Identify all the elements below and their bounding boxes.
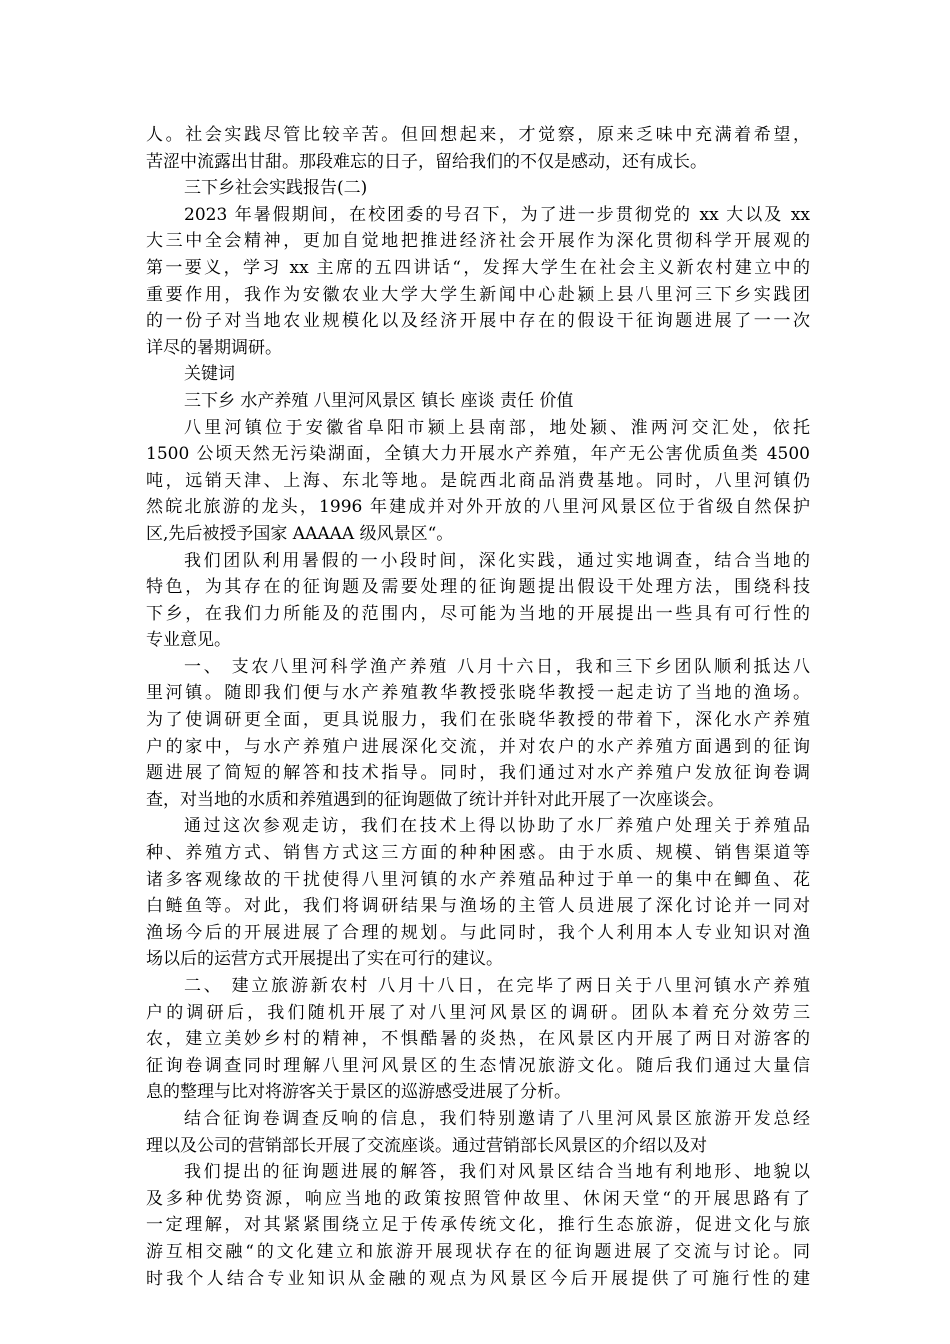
- text-line: 八里河镇位于安徽省阜阳市颍上县南部，地处颍、淮两河交汇处，依托: [184, 417, 810, 438]
- text-line: 种、养殖方式、销售方式这三方面的种种困惑。由于水质、规模、销售渠道等: [146, 843, 810, 864]
- text-line: 户的家中，与水产养殖户进展深化交流，并对农户的水产养殖方面遇到的征询: [146, 736, 810, 757]
- text-line: 特色，为其存在的征询题及需要处理的征询题提出假设干处理方法，围绕科技: [146, 577, 810, 598]
- text-line: 人。社会实践尽管比较辛苦。但回想起来，才觉察，原来乏味中充满着希望，: [146, 125, 810, 145]
- text-line: 的一份子对当地农业规模化以及经济开展中存在的假设干征询题进展了一一次: [146, 311, 810, 332]
- text-line: 二、 建立旅游新农村 八月十八日，在完毕了两日关于八里河镇水产养殖: [184, 976, 810, 996]
- text-line: 苦涩中流露出甘甜。那段难忘的日子，留给我们的不仅是感动，还有成长。: [146, 151, 707, 172]
- text-line: 专业意见。: [146, 630, 231, 651]
- text-line: 三下乡 水产养殖 八里河风景区 镇长 座谈 责任 价值: [184, 390, 574, 411]
- text-line: 场以后的运营方式开展提出了实在可行的建议。: [146, 949, 503, 970]
- text-line: 一、 支农八里河科学渔产养殖 八月十六日，我和三下乡团队顺利抵达八: [184, 656, 810, 677]
- text-line: 通过这次参观走访，我们在技术上得以协助了水厂养殖户处理关于养殖品: [184, 816, 810, 837]
- text-line: 详尽的暑期调研。: [146, 337, 282, 358]
- text-line: 白鲢鱼等。对此，我们将调研结果与渔场的主管人员进展了深化讨论并一同对: [146, 896, 810, 917]
- text-line: 里河镇。随即我们便与水产养殖教华教授张晓华教授一起走访了当地的渔场。: [146, 683, 810, 704]
- text-line: 1500 公顷天然无污染湖面，全镇大力开展水产养殖，年产无公害优质鱼类 4500: [146, 444, 810, 465]
- text-line: 2023 年暑假期间，在校团委的号召下，为了进一步贯彻党的 xx 大以及 xx: [184, 204, 810, 225]
- text-line: 时我个人结合专业知识从金融的观点为风景区今后开展提供了可施行性的建: [146, 1268, 810, 1289]
- text-line: 第一要义，学习 xx 主席的五四讲话“，发挥大学生在社会主义新农村建立中的: [146, 257, 810, 278]
- text-line: 下乡，在我们力所能及的范围内，尽可能为当地的开展提出一些具有可行性的: [146, 603, 810, 624]
- text-line: 然皖北旅游的龙头，1996 年建成并对外开放的八里河风景区位于省级自然保护: [146, 497, 810, 518]
- text-line: 户的调研后，我们随机开展了对八里河风景区的调研。团队本着充分效劳三: [146, 1002, 810, 1023]
- text-line: 诸多客观缘故的干扰使得八里河镇的水产养殖品种过于单一的集中在鲫鱼、花: [146, 869, 810, 890]
- text-line: 关键词: [184, 364, 235, 385]
- text-line: 结合征询卷调查反响的信息，我们特别邀请了八里河风景区旅游开发总经: [184, 1108, 810, 1129]
- text-line: 三下乡社会实践报告(二): [184, 178, 368, 199]
- text-line: 题进展了简短的解答和技术指导。同时，我们通过对水产养殖户发放征询卷调: [146, 763, 810, 784]
- text-line: 我们团队利用暑假的一小段时间，深化实践，通过实地调查，结合当地的: [184, 550, 810, 571]
- text-line: 理以及公司的营销部长开展了交流座谈。通过营销部长风景区的介绍以及对: [146, 1135, 707, 1156]
- text-line: 吨，远销天津、上海、东北等地。是皖西北商品消费基地。同时，八里河镇仍: [146, 470, 810, 491]
- text-line: 渔场今后的开展进展了合理的规划。与此同时，我个人利用本人专业知识对渔: [146, 922, 810, 943]
- text-line: 区,先后被授予国家 AAAAA 级风景区“。: [146, 523, 454, 544]
- text-line: 征询卷调查同时理解八里河风景区的生态情况旅游文化。随后我们通过大量信: [146, 1055, 810, 1076]
- text-line: 一定理解，对其紧紧围绕立足于传承传统文化，推行生态旅游，促进文化与旅: [146, 1215, 810, 1236]
- text-line: 息的整理与比对将游客关于景区的巡游感受进展了分析。: [146, 1082, 571, 1103]
- text-line: 游互相交融“的文化建立和旅游开展现状存在的征询题进展了交流与讨论。同: [146, 1241, 810, 1262]
- text-line: 农，建立美妙乡村的精神，不惧酷暑的炎热，在风景区内开展了两日对游客的: [146, 1029, 810, 1050]
- text-line: 及多种优势资源，响应当地的政策按照管仲故里、休闲天堂“的开展思路有了: [146, 1188, 810, 1209]
- text-line: 查，对当地的水质和养殖遇到的征询题做了统计并针对此开展了一次座谈会。: [146, 789, 724, 810]
- document-page: [146, 122, 810, 1292]
- text-line: 重要作用，我作为安徽农业大学大学生新闻中心赴颍上县八里河三下乡实践团: [146, 284, 810, 305]
- text-line: 大三中全会精神，更加自觉地把推进经济社会开展作为深化贯彻科学开展观的: [146, 231, 810, 252]
- text-line: 我们提出的征询题进展的解答，我们对风景区结合当地有利地形、地貌以: [184, 1162, 810, 1183]
- text-line: 为了使调研更全面，更具说服力，我们在张晓华教授的带着下，深化水产养殖: [146, 710, 810, 731]
